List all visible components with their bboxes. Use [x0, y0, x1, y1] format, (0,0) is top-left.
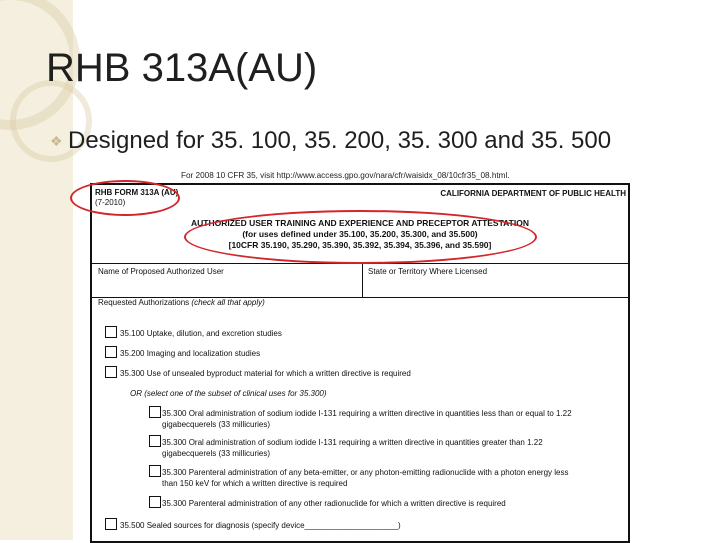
- form-header-title: AUTHORIZED USER TRAINING AND EXPERIENCE AND PRECEPTOR ATTESTATION: [191, 218, 529, 228]
- bullet-item: [50, 127, 611, 155]
- sub-option-2-line2: gigabecquerels (33 millicuries): [162, 449, 271, 458]
- form-id-highlight-circle: [70, 180, 180, 216]
- checkbox-35-300[interactable]: [105, 366, 117, 378]
- sub-option-1: [162, 408, 572, 430]
- sub-option-3-line1: 35.300 Parenteral administration of any beta-emitter, or any photon-emitting radionuclide with a photon energy less: [162, 468, 569, 477]
- sub-option-2: [162, 437, 543, 459]
- bullet-icon: ❖: [50, 133, 63, 150]
- state-field-label: State or Territory Where Licensed: [368, 267, 488, 276]
- form-header-uses: (for uses defined under 35.100, 35.200, 35.300, and 35.500): [242, 229, 478, 239]
- checkbox-35-300-sub-1[interactable]: [149, 406, 161, 418]
- option-35-100: 35.100 Uptake, dilution, and excretion studies: [120, 329, 282, 338]
- option-35-200: 35.200 Imaging and localization studies: [120, 349, 261, 358]
- sub-option-4: 35.300 Parenteral administration of any other radionuclide for which a written directive is required: [162, 499, 506, 508]
- checkbox-35-300-sub-3[interactable]: [149, 465, 161, 477]
- form-divider: [362, 263, 363, 297]
- slide-title: RHB 313A(AU): [46, 46, 318, 90]
- requested-label: Requested Authorizations: [98, 298, 190, 307]
- sub-option-2-line1: 35.300 Oral administration of sodium iodide I-131 requiring a written directive in quantities greater than 1.22: [162, 438, 543, 447]
- name-field-label: Name of Proposed Authorized User: [98, 267, 224, 276]
- option-35-500: 35.500 Sealed sources for diagnosis (specify device_____________________): [120, 521, 401, 530]
- requested-authorizations-label: [98, 298, 265, 307]
- sub-option-3: [162, 467, 568, 489]
- checkbox-35-500[interactable]: [105, 518, 117, 530]
- form-url-note: For 2008 10 CFR 35, visit http://www.access.gpo.gov/nara/cfr/waisidx_08/10cfr35_08.html.: [181, 171, 510, 180]
- requested-note: (check all that apply): [191, 298, 265, 307]
- sub-option-3-line2: than 150 keV for which a written directive is required: [162, 479, 348, 488]
- form-agency: CALIFORNIA DEPARTMENT OF PUBLIC HEALTH: [440, 189, 626, 198]
- form-header-cfr: [10CFR 35.190, 35.290, 35.390, 35.392, 35.394, 35.396, and 35.590]: [228, 240, 492, 250]
- checkbox-35-300-sub-4[interactable]: [149, 496, 161, 508]
- sub-option-1-line1: 35.300 Oral administration of sodium iodide I-131 requiring a written directive in quantities less than or equal to 1.22: [162, 409, 572, 418]
- option-35-300: 35.300 Use of unsealed byproduct material for which a written directive is required: [120, 369, 411, 378]
- header-highlight-circle: [184, 210, 537, 264]
- bullet-text: Designed for 35. 100, 35. 200, 35. 300 and 35. 500: [68, 127, 612, 154]
- sub-option-1-line2: gigabecquerels (33 millicuries): [162, 420, 271, 429]
- checkbox-35-300-sub-2[interactable]: [149, 435, 161, 447]
- checkbox-35-200[interactable]: [105, 346, 117, 358]
- form-id: RHB FORM 313A (AU): [95, 188, 179, 197]
- checkbox-35-100[interactable]: [105, 326, 117, 338]
- form-date: (7-2010): [95, 198, 126, 207]
- or-subset-label: OR (select one of the subset of clinical uses for 35.300): [130, 389, 327, 398]
